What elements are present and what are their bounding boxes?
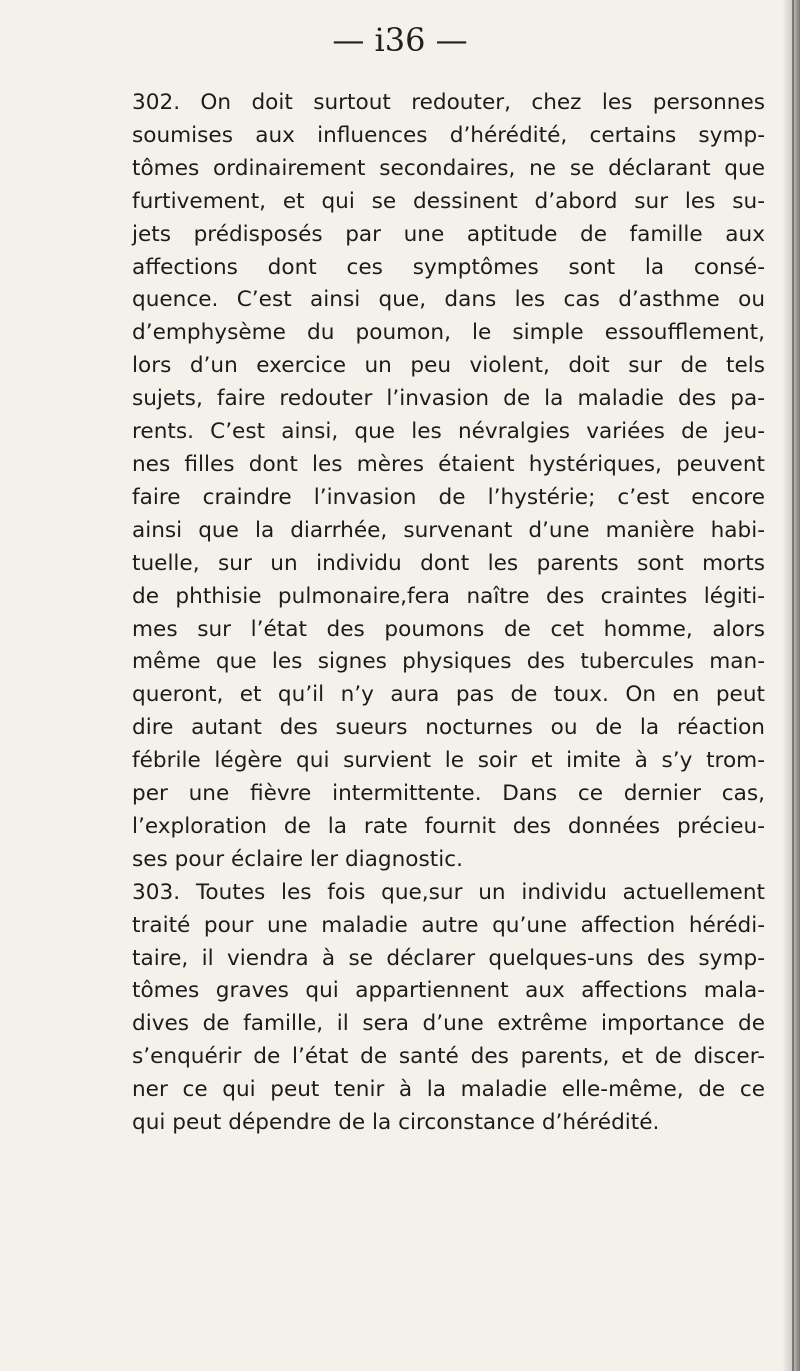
text-line: l’exploration de la rate fournit des données précieu- [132,813,765,839]
text-line: tômes ordinairement secondaires, ne se déclarant que [132,155,765,181]
text-line: lors d’un exercice un peu violent, doit sur de tels [132,353,765,379]
text-line: per une fièvre intermittente. Dans ce dernier cas, [132,781,765,807]
text-line: même que les signes physiques des tubercules man- [132,649,765,675]
text-line: rents. C’est ainsi, que les névralgies variées de jeu- [132,419,765,445]
text-line: soumises aux influences d’hérédité, certains symp- [132,122,765,148]
text-line: ner ce qui peut tenir à la maladie elle-même, de ce [132,1077,765,1103]
text-line: queront, et qu’il n’y aura pas de toux. On en peut [132,682,765,708]
text-line: de phthisie pulmonaire,fera naître des craintes légiti- [132,583,765,609]
text-line: traité pour une maladie autre qu’une affection hérédi- [132,912,765,938]
text-line: d’emphysème du poumon, le simple essoufflement, [132,320,765,346]
text-line: ainsi que la diarrhée, survenant d’une manière habi- [132,517,765,543]
text-line: dives de famille, il sera d’une extrême importance de [132,1011,765,1037]
text-line: affections dont ces symptômes sont la consé- [132,254,765,280]
page-edge-line [792,0,794,1371]
page-number-header: — i36 — [332,21,468,59]
text-line: s’enquérir de l’état de santé des parents, et de discer- [132,1044,765,1070]
text-line: sujets, faire redouter l’invasion de la maladie des pa- [132,386,765,412]
page-edge-shadow [782,0,800,1371]
text-line: fébrile légère qui survient le soir et imite à s’y trom- [132,748,765,774]
text-line: furtivement, et qui se dessinent d’abord sur les su- [132,188,765,214]
text-line: 303. Toutes les fois que,sur un individu actuellement [132,879,765,905]
text-line: faire craindre l’invasion de l’hystérie; c’est encore [132,484,765,510]
text-line: taire, il viendra à se déclarer quelques-uns des symp- [132,945,765,971]
text-line: tômes graves qui appartiennent aux affections mala- [132,978,765,1004]
text-line: nes filles dont les mères étaient hystériques, peuvent [132,451,765,477]
text-line: mes sur l’état des poumons de cet homme, alors [132,616,765,642]
text-line: tuelle, sur un individu dont les parents sont morts [132,550,765,576]
text-line: jets prédisposés par une aptitude de famille aux [132,221,765,247]
text-line: 302. On doit surtout redouter, chez les personnes [132,90,765,115]
text-line: ses pour éclaire ler diagnostic. [132,846,463,872]
text-line: dire autant des sueurs nocturnes ou de la réaction [132,715,765,741]
text-line: qui peut dépendre de la circonstance d’hérédité. [132,1110,660,1136]
text-line: quence. C’est ainsi que, dans les cas d’asthme ou [132,287,765,313]
body-text [132,87,765,1140]
